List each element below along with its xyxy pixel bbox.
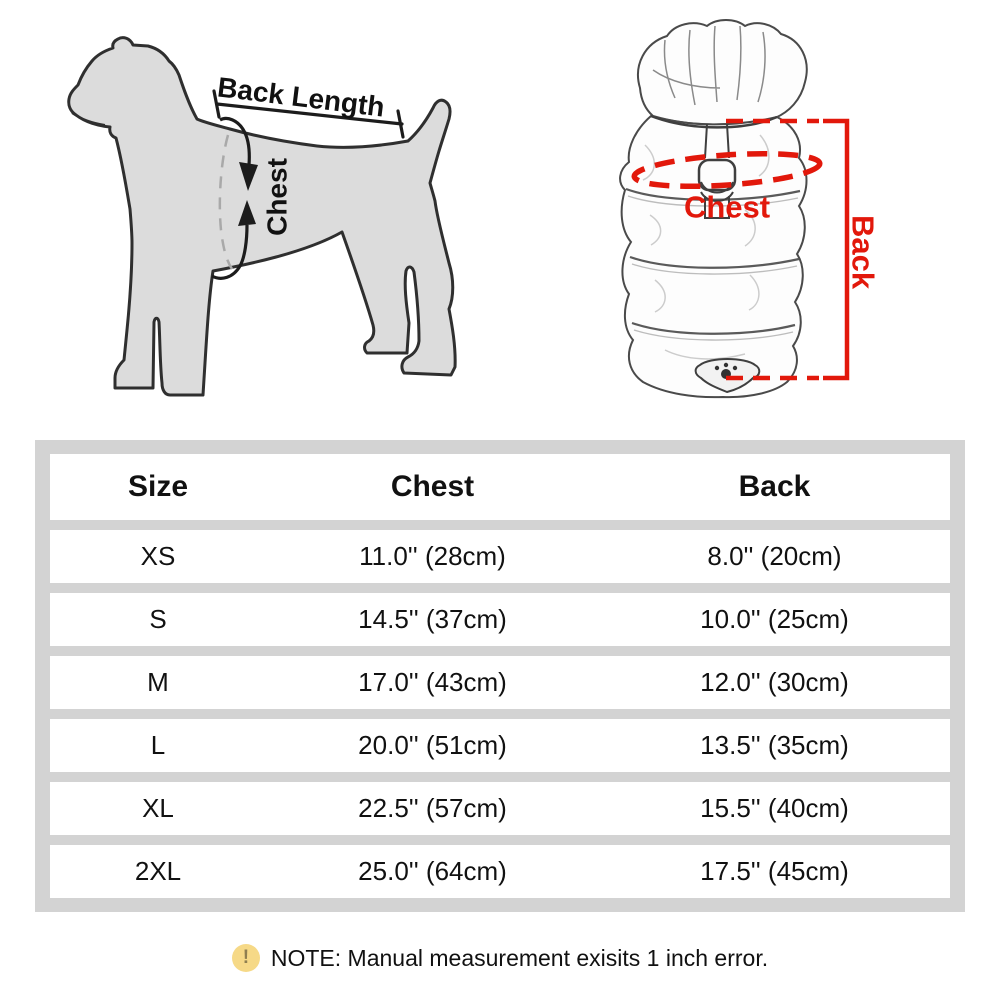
size-value: L	[150, 730, 166, 760]
back-value: 8.0'' (20cm)	[707, 541, 842, 571]
back-value: 12.0'' (30cm)	[700, 667, 849, 697]
chest-value: 14.5'' (37cm)	[358, 604, 507, 634]
back-value: 15.5'' (40cm)	[700, 793, 849, 823]
chest-value: 11.0'' (28cm)	[359, 541, 506, 571]
back-value: 10.0'' (25cm)	[700, 604, 849, 634]
vest-chest-label: Chest	[683, 189, 771, 225]
note-text: NOTE: Manual measurement exisits 1 inch error.	[270, 944, 769, 971]
size-table	[35, 440, 965, 912]
warning-icon: !	[232, 944, 260, 972]
vest-back-label: Back	[845, 214, 881, 290]
table-row-m	[50, 656, 950, 709]
header-size: Size	[127, 470, 189, 503]
dog-chest-label: Chest	[261, 158, 293, 236]
vest-back-bracket-solid	[823, 121, 847, 378]
size-value: M	[147, 667, 169, 697]
back-value: 13.5'' (35cm)	[700, 730, 849, 760]
table-row-xs	[50, 530, 950, 583]
header-back: Back	[738, 470, 811, 503]
table-row-s	[50, 593, 950, 646]
back-value: 17.5'' (45cm)	[700, 856, 849, 886]
size-value: XS	[140, 541, 176, 571]
size-value: XL	[142, 793, 174, 823]
vest-body	[620, 116, 806, 397]
chest-value: 20.0'' (51cm)	[358, 730, 507, 760]
dog-measurement-diagram	[55, 25, 475, 410]
chest-value: 25.0'' (64cm)	[358, 856, 507, 886]
size-value: S	[149, 604, 167, 634]
table-row-2xl	[50, 845, 950, 898]
header-chest: Chest	[390, 470, 475, 503]
table-row-xl	[50, 782, 950, 835]
size-value: 2XL	[134, 856, 182, 886]
note-row	[0, 936, 1000, 980]
chest-value: 17.0'' (43cm)	[358, 667, 507, 697]
vest-measurement-diagram	[595, 10, 895, 410]
vest-collar	[638, 20, 807, 125]
chest-value: 22.5'' (57cm)	[358, 793, 507, 823]
table-row-l	[50, 719, 950, 772]
size-table-header-row	[50, 454, 950, 520]
back-length-label: Back Length	[215, 71, 387, 123]
